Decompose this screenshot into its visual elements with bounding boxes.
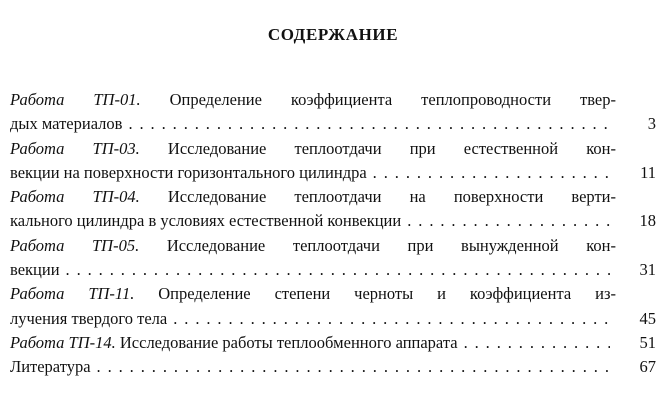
dot-leader: [97, 355, 610, 379]
toc-entry-last-line: [10, 331, 656, 355]
work-title-continuation: векции: [10, 260, 60, 280]
page-number: 51: [639, 332, 656, 352]
contents-heading: СОДЕРЖАНИЕ: [267, 25, 399, 44]
toc-entry-last-line: [10, 161, 656, 185]
toc-entry-tp04[interactable]: [10, 185, 656, 234]
literature-title: Литература: [10, 357, 91, 377]
work-number: Работа ТП-03.: [10, 138, 140, 158]
work-number: Работа ТП-04.: [10, 187, 140, 207]
dot-leader: [464, 331, 610, 355]
work-title-continuation: кального цилиндра в условиях естественной конвекции: [10, 211, 402, 231]
page-number: 3: [647, 114, 656, 134]
toc-entry-literature[interactable]: [10, 355, 656, 379]
work-title-part: Исследование теплоотдачи при естественной кон-: [139, 138, 616, 158]
toc-entry-tp03[interactable]: [10, 137, 656, 186]
work-number: Работа ТП-14.: [10, 332, 116, 352]
toc-entry-title-line: [10, 88, 616, 112]
toc-entry-tp14[interactable]: [10, 331, 656, 355]
toc-entry-last-line: [10, 307, 656, 331]
toc-entry-title-line: [10, 185, 616, 209]
toc-entry-last-line: [10, 355, 656, 379]
dot-leader: [407, 209, 610, 233]
work-title-part: Исследование теплоотдачи при вынужденной кон-: [139, 235, 616, 255]
page-number: 11: [640, 162, 656, 182]
table-of-contents: [10, 88, 656, 380]
page-number: 45: [639, 308, 656, 328]
work-number: Работа ТП-05.: [10, 235, 140, 255]
toc-entry-last-line: [10, 209, 656, 233]
dot-leader: [373, 161, 610, 185]
work-title-continuation: векции на поверхности горизонтального цилиндра: [10, 162, 367, 182]
work-title-continuation: лучения твердого тела: [10, 308, 168, 328]
page-number: 67: [639, 357, 656, 377]
toc-entry-tp11[interactable]: [10, 282, 656, 331]
work-number: Работа ТП-01.: [10, 90, 141, 109]
toc-entry-tp05[interactable]: [10, 234, 656, 283]
toc-entry-title-line: [10, 282, 616, 306]
toc-entry-last-line: [10, 258, 656, 282]
dot-leader: [128, 112, 610, 136]
work-title-single-line: [10, 331, 458, 355]
toc-entry-tp01[interactable]: [10, 88, 656, 137]
dot-leader: [173, 307, 610, 331]
work-number: Работа ТП-11.: [10, 284, 135, 304]
work-title-part: Определение степени черноты и коэффициента из-: [134, 284, 616, 304]
work-title-part: Исследование теплоотдачи на поверхности верти-: [139, 187, 616, 207]
dot-leader: [66, 258, 610, 282]
toc-entry-title-line: [10, 234, 616, 258]
work-title-continuation: дых материалов: [10, 114, 123, 134]
work-title-part: Определение коэффициента теплопроводности твер-: [140, 90, 616, 109]
page-number: 18: [639, 211, 656, 231]
page-number: 31: [639, 260, 656, 280]
toc-entry-last-line: [10, 112, 656, 136]
toc-entry-title-line: [10, 137, 616, 161]
work-title-part: Исследование работы теплообменного аппарата: [115, 332, 458, 352]
